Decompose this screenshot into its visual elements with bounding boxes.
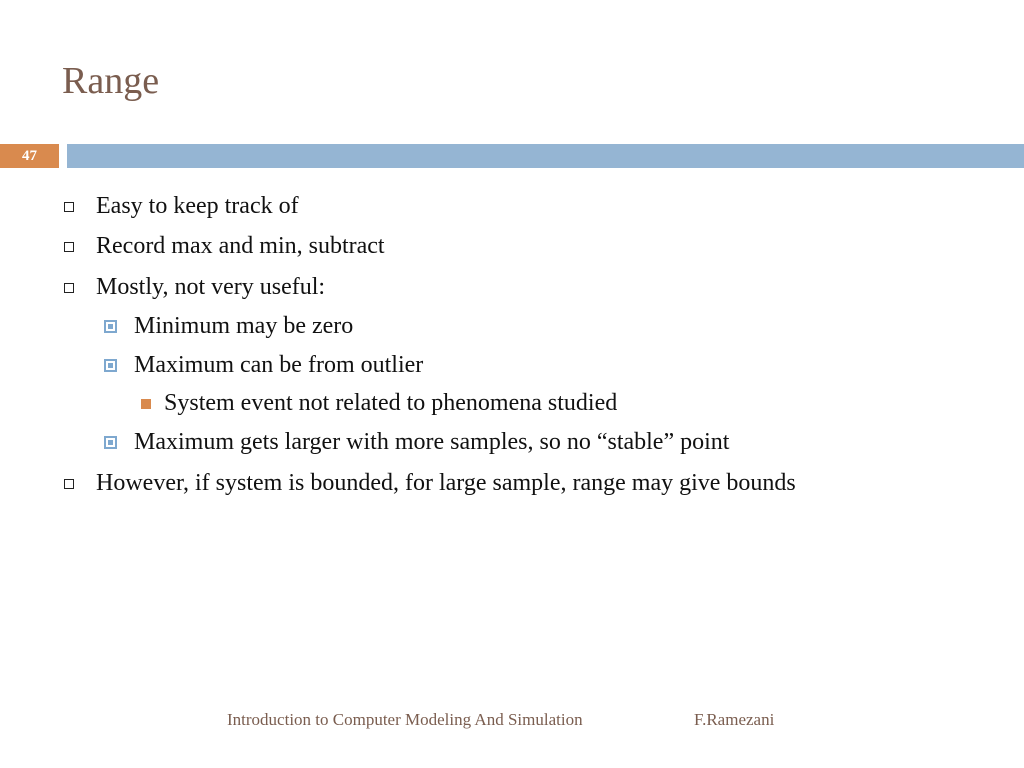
- sub-bullet-item: [104, 429, 729, 456]
- sub-sub-bullet-item: [141, 390, 617, 417]
- bullet-text: Easy to keep track of: [96, 193, 299, 219]
- bullet-text: Mostly, not very useful:: [96, 274, 326, 300]
- header-bar: [67, 144, 1024, 168]
- slide-title: Range: [62, 60, 160, 102]
- bullet-item: [64, 274, 325, 301]
- bullet-item: [64, 233, 385, 260]
- bullet-text: System event not related to phenomena studied: [164, 390, 618, 416]
- sub-bullet-item: [104, 352, 423, 379]
- bullet-item: [64, 193, 299, 220]
- bullet-item: [64, 470, 796, 497]
- hollow-square-bullet-icon: [64, 479, 74, 489]
- sub-bullet-item: [104, 313, 353, 340]
- bullet-text: Record max and min, subtract: [96, 233, 385, 259]
- hollow-square-bullet-icon: [64, 242, 74, 252]
- bullet-text: Minimum may be zero: [134, 313, 354, 339]
- bullet-text: However, if system is bounded, for large sample, range may give bounds: [96, 470, 796, 496]
- hollow-square-bullet-icon: [64, 202, 74, 212]
- footer-author: F.Ramezani: [694, 710, 775, 729]
- hollow-square-bullet-icon: [64, 283, 74, 293]
- boxed-square-bullet-icon: [104, 436, 117, 449]
- footer-course-title: Introduction to Computer Modeling And Simulation: [227, 710, 583, 729]
- bullet-text: Maximum can be from outlier: [134, 352, 424, 378]
- slide-number: 47: [0, 144, 59, 168]
- bullet-text: Maximum gets larger with more samples, so no “stable” point: [134, 429, 730, 455]
- boxed-square-bullet-icon: [104, 359, 117, 372]
- filled-square-bullet-icon: [141, 399, 151, 409]
- boxed-square-bullet-icon: [104, 320, 117, 333]
